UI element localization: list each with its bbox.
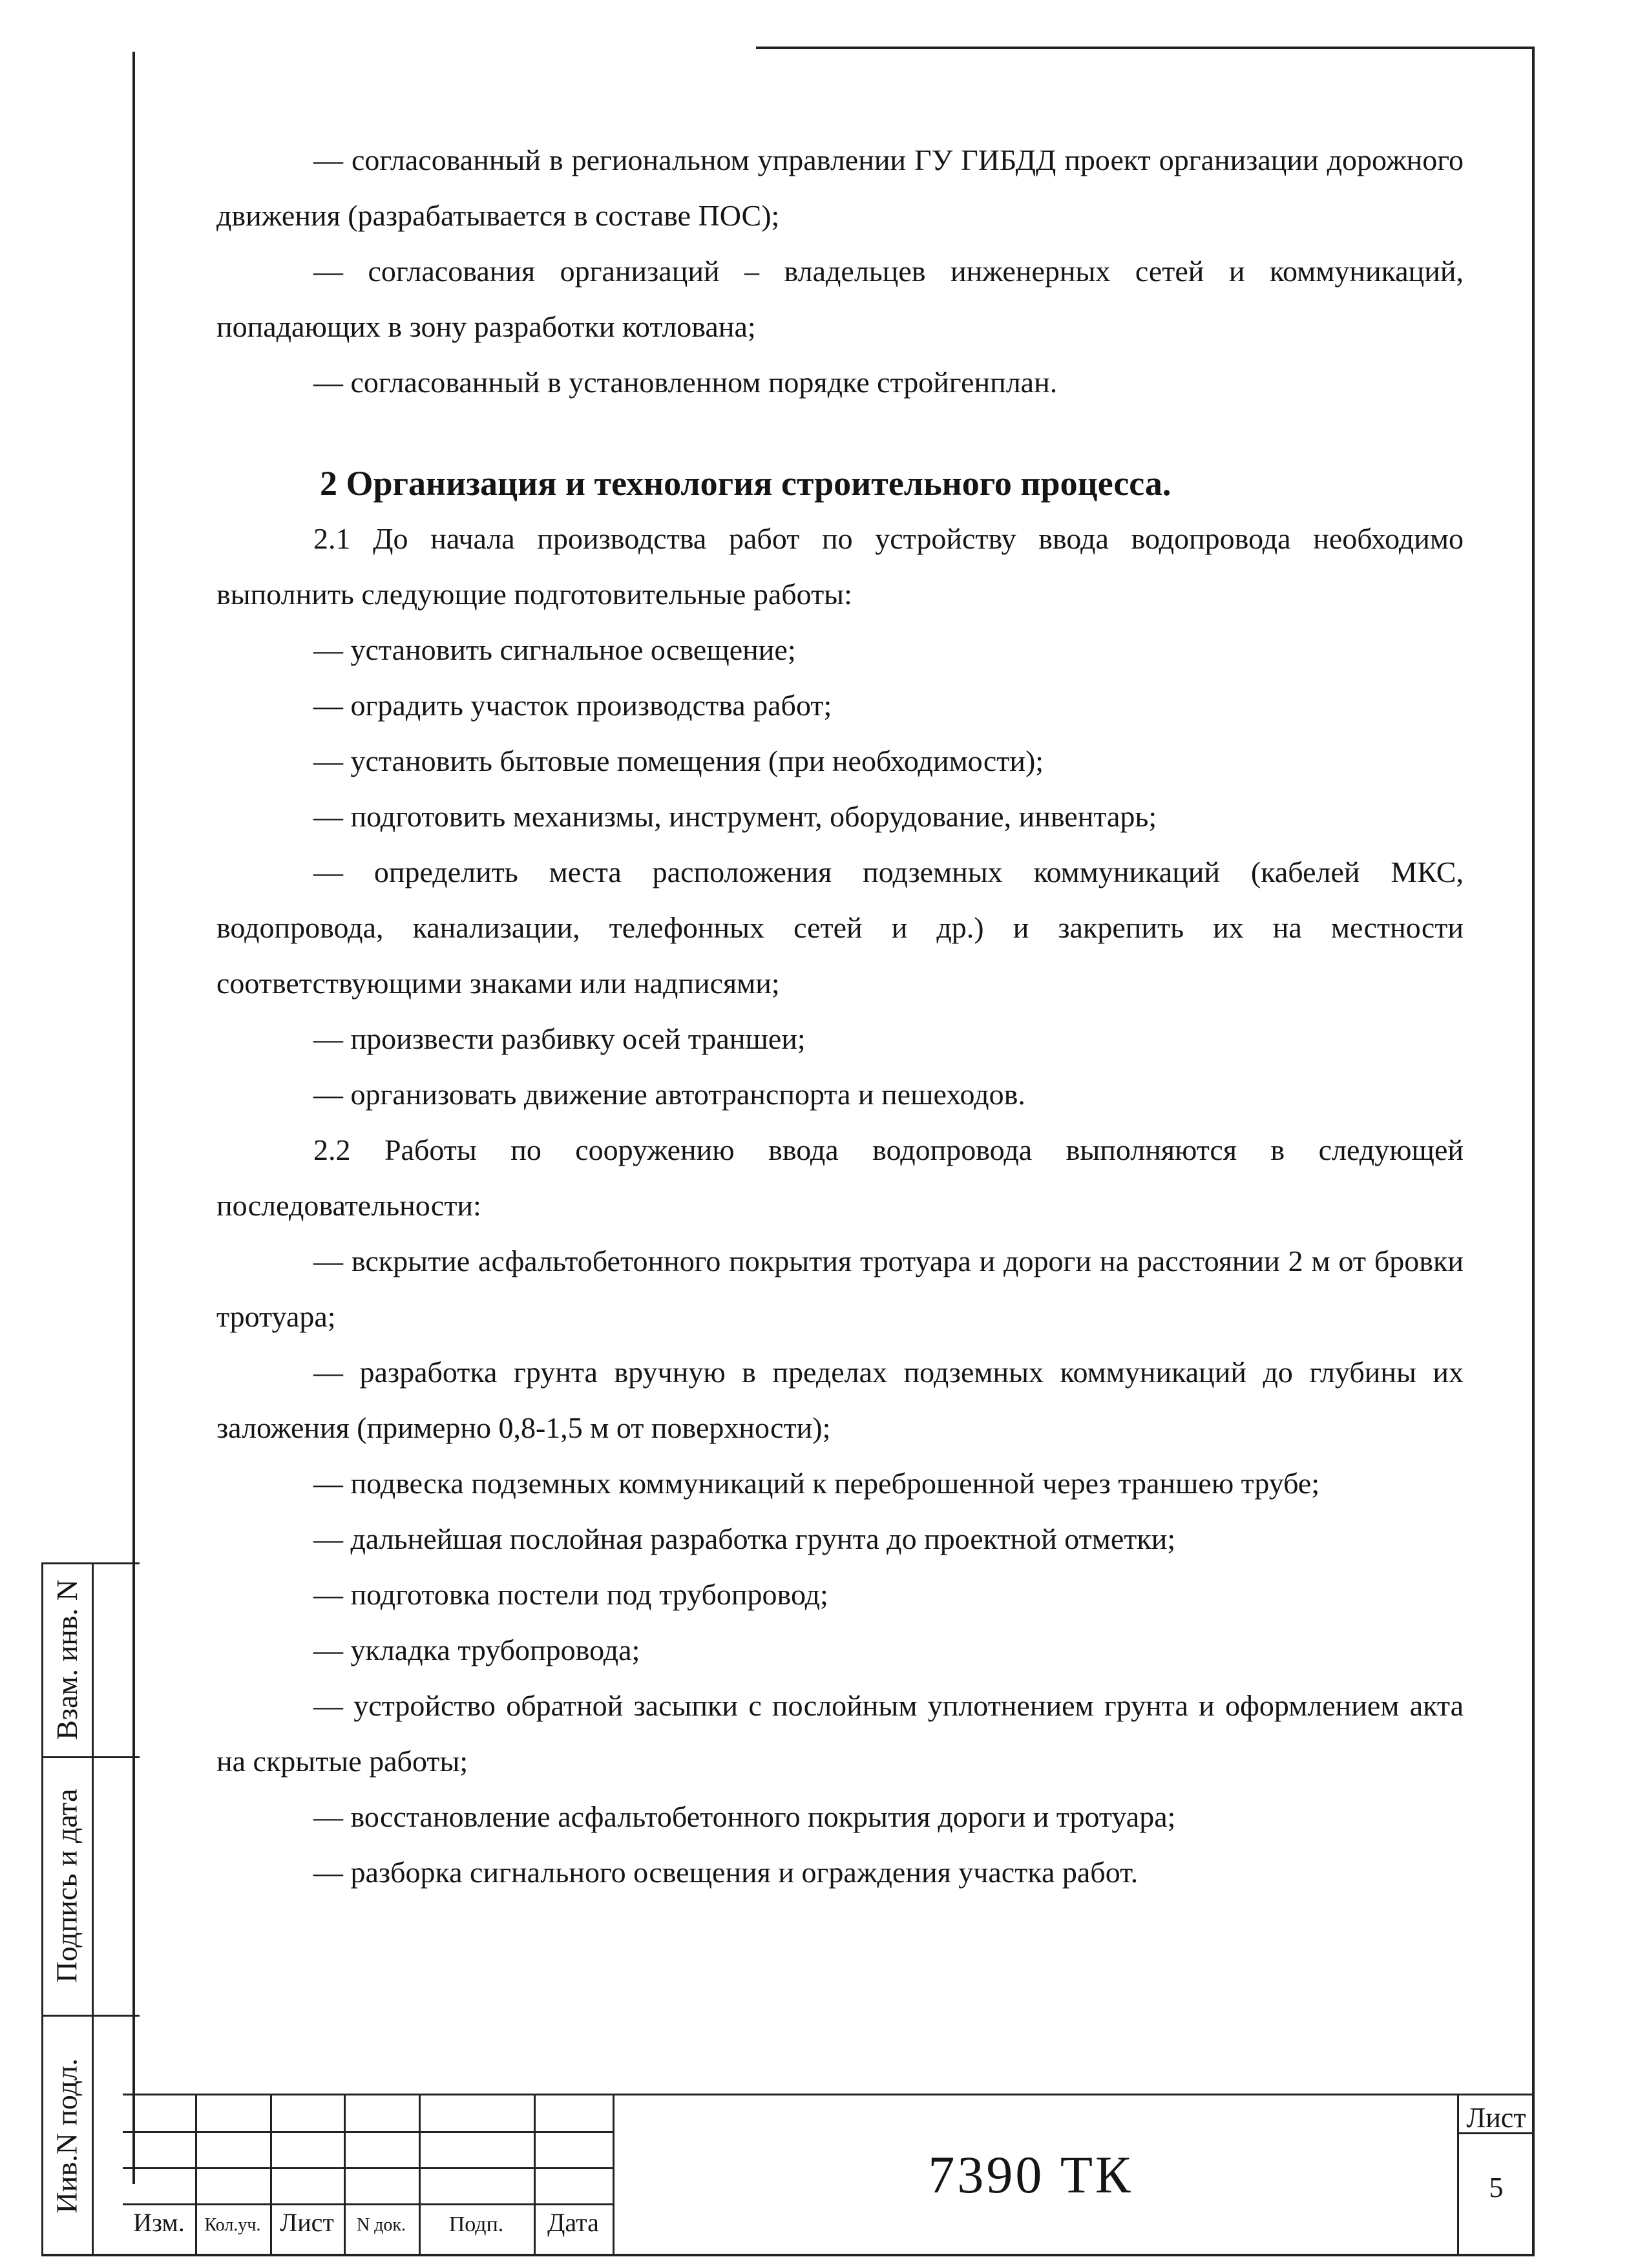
list-item: — оградить участок производства работ; (313, 689, 832, 722)
paragraph: — согласования организаций – владельцев инженерных сетей и коммуникаций, попадающих в зону разработки котлована; (216, 255, 1464, 343)
document-code: 7390 ТК (928, 2145, 1133, 2204)
paragraph: 2.1 До начала производства работ по устройству ввода водопровода необходимо выполнить следующие подготовительные работы: (216, 522, 1464, 611)
izm-label: Изм. (133, 2208, 185, 2237)
paragraph: 2.2 Работы по сооружению ввода водопровода выполняются в следующей последовательности: (216, 1133, 1464, 1222)
list-item: — подготовить механизмы, инструмент, оборудование, инвентарь; (313, 800, 1157, 833)
sheet-label: Лист (1466, 2102, 1526, 2134)
list-item: — разработка грунта вручную в пределах подземных коммуникаций до глубины их заложения (примерно 0,8-1,5 м от поверхности); (216, 1356, 1464, 1444)
signature-date-label: Подпись и дата (50, 1788, 83, 1983)
list-item: — устройство обратной засыпки с послойным уплотнением грунта и оформлением акта на скрытые работы; (216, 1689, 1464, 1778)
list-item: — установить сигнальное освещение; (313, 633, 796, 666)
side-stamp-line (92, 1562, 94, 2256)
sheet-number: 5 (1489, 2172, 1504, 2203)
podp-label: Подп. (448, 2212, 504, 2236)
replaced-inv-label-cell (41, 1562, 92, 1756)
list-item: — произвести разбивку осей траншеи; (313, 1022, 806, 1055)
paragraph: — согласованный в установленном порядке стройгенплан. (313, 366, 1058, 399)
list-item: — определить места расположения подземных коммуникаций (кабелей МКС, водопровода, канализации, телефонных сетей и др.) и закрепить их на местности соответствующими знаками или надписями; (216, 856, 1464, 1000)
signature-date-label-cell (41, 1756, 92, 2015)
document-body (216, 132, 1464, 1900)
title-block-line (123, 2094, 1535, 2095)
list-item: — подготовка постели под трубопровод; (313, 1578, 828, 1611)
kol-uch-label: Кол.уч. (204, 2215, 261, 2235)
list-item: — укладка трубопровода; (313, 1633, 640, 1666)
frame-bottom-border (41, 2254, 1535, 2256)
section-heading: 2 Организация и технология строительного процесса. (320, 464, 1171, 503)
list-item: — вскрытие асфальтобетонного покрытия тротуара и дороги на расстоянии 2 м от бровки тротуара; (216, 1244, 1464, 1333)
list-item: — дальнейшая послойная разработка грунта до проектной отметки; (313, 1522, 1176, 1555)
list-label: Лист (280, 2208, 334, 2237)
frame-top-border (756, 47, 1535, 49)
list-item: — восстановление асфальтобетонного покрытия дороги и тротуара; (313, 1800, 1176, 1833)
replaced-inv-label: Взам. инв. N (50, 1579, 83, 1740)
paragraph: — согласованный в региональном управлении ГУ ГИБДД проект организации дорожного движения (разрабатывается в составе ПОС); (216, 143, 1464, 232)
inv-original-label-cell (41, 2015, 92, 2256)
list-item: — разборка сигнального освещения и ограждения участка работ. (313, 1856, 1139, 1889)
data-label: Дата (547, 2208, 599, 2237)
side-stamp (41, 1562, 140, 2256)
list-item: — организовать движение автотранспорта и пешеходов. (313, 1078, 1025, 1111)
n-dok-label: N док. (356, 2215, 406, 2235)
inv-original-label: Иив.N подл. (50, 2058, 83, 2213)
list-item: — подвеска подземных коммуникаций к переброшенной через траншею трубе; (313, 1467, 1320, 1500)
frame-right-border (1532, 47, 1535, 2256)
list-item: — установить бытовые помещения (при необходимости); (313, 744, 1044, 777)
